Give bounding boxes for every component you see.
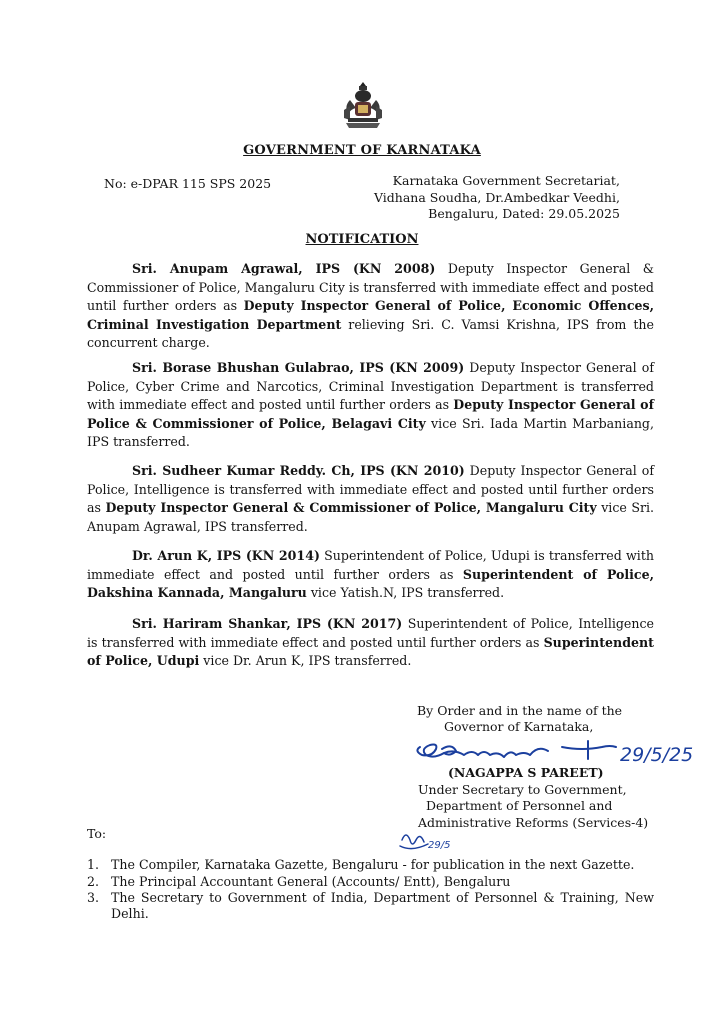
new-posting: Superintendent of Police, Udupi [87, 634, 654, 668]
order-paragraph [87, 260, 654, 353]
item-number: 2. [87, 873, 100, 889]
government-title: GOVERNMENT OF KARNATAKA [243, 143, 481, 158]
paragraph-text: Superintendent of Police, Udupi is transferred with immediate effect and posted until further orders as [87, 548, 654, 582]
paragraph-text: relieving Sri. C. Vamsi Krishna, IPS from the concurrent charge. [87, 316, 654, 350]
new-posting: Deputy Inspector General & Commissioner of Police, Mangaluru City [105, 500, 597, 515]
closing-line: By Order and in the name of the [417, 703, 623, 718]
new-posting: Superintendent of Police, Dakshina Kannada, Mangaluru [87, 566, 654, 600]
item-text: The Secretary to Government of India, Department of Personnel & Training, New Delhi. [111, 890, 654, 921]
address-line: Karnataka Government Secretariat, [392, 173, 620, 188]
paragraph-text: Deputy Inspector General & Commissioner of Police, Mangaluru City is transferred with immediate effect and posted until further orders as [87, 261, 654, 313]
officer-name: Sri. Hariram Shankar, IPS (KN 2017) [132, 616, 403, 631]
paragraph-text: vice Dr. Arun K, IPS transferred. [199, 653, 412, 668]
order-paragraph [87, 547, 654, 603]
paragraph-text: vice Sri. Anupam Agrawal, IPS transferred. [87, 500, 654, 534]
signature-date: 29/5/25 [620, 744, 694, 766]
paragraph-text: Deputy Inspector General of Police, Cyber Crime and Narcotics, Criminal Investigation Department is transferred with immediate effect and posted until further orders as [87, 360, 654, 412]
officer-name: Sri. Borase Bhushan Gulabrao, IPS (KN 2009) [132, 360, 465, 375]
designation-line: Department of Personnel and [426, 798, 613, 813]
order-paragraph [87, 615, 654, 671]
to-label: To: [87, 826, 107, 841]
address-line: Bengaluru, Dated: 29.05.2025 [428, 206, 620, 221]
closing-formula [417, 703, 622, 735]
item-text: The Compiler, Karnataka Gazette, Bengaluru - for publication in the next Gazette. [111, 857, 635, 872]
signatory-name: (NAGAPPA S PAREET) [448, 765, 604, 780]
notification-title: NOTIFICATION [305, 232, 419, 247]
paragraph-text: Deputy Inspector General of Police, Intelligence is transferred with immediate effect and posted until further orders as [87, 463, 655, 515]
office-address [374, 173, 620, 223]
designation-line: Administrative Reforms (Services-4) [418, 814, 649, 830]
paragraph-text: vice Sri. Iada Martin Marbaniang, IPS transferred. [87, 415, 655, 449]
item-number: 1. [87, 857, 100, 872]
designation-line: Under Secretary to Government, [418, 781, 627, 797]
new-posting: Deputy Inspector General of Police & Commissioner of Police, Belagavi City [87, 397, 654, 431]
paragraph-text: vice Yatish.N, IPS transferred. [306, 585, 505, 600]
list-item [87, 874, 654, 890]
paragraph-text: Superintendent of Police, Intelligence is transferred with immediate effect and posted until further orders as [87, 616, 655, 650]
handwritten-initials [398, 826, 468, 856]
initials-date: 29/5 [428, 840, 451, 851]
closing-line: Governor of Karnataka, [444, 719, 594, 734]
list-item [87, 857, 654, 873]
signatory-block [418, 765, 648, 831]
address-line: Vidhana Soudha, Dr.Ambedkar Veedhi, [374, 189, 620, 205]
officer-name: Sri. Anupam Agrawal, IPS (KN 2008) [132, 261, 436, 276]
recipient-list [87, 857, 654, 922]
reference-number: No: e-DPAR 115 SPS 2025 [104, 176, 272, 191]
officer-name: Dr. Arun K, IPS (KN 2014) [132, 548, 320, 563]
order-paragraph [87, 359, 654, 452]
item-text: The Principal Accountant General (Accounts/ Entt), Bengaluru [111, 873, 511, 889]
list-item [87, 890, 654, 921]
officer-name: Sri. Sudheer Kumar Reddy. Ch, IPS (KN 2010) [132, 463, 465, 478]
new-posting: Deputy Inspector General of Police, Economic Offences, Criminal Investigation Department [87, 298, 654, 332]
karnataka-state-emblem-icon [340, 80, 386, 130]
item-number: 3. [87, 890, 100, 905]
order-paragraph [87, 462, 654, 536]
